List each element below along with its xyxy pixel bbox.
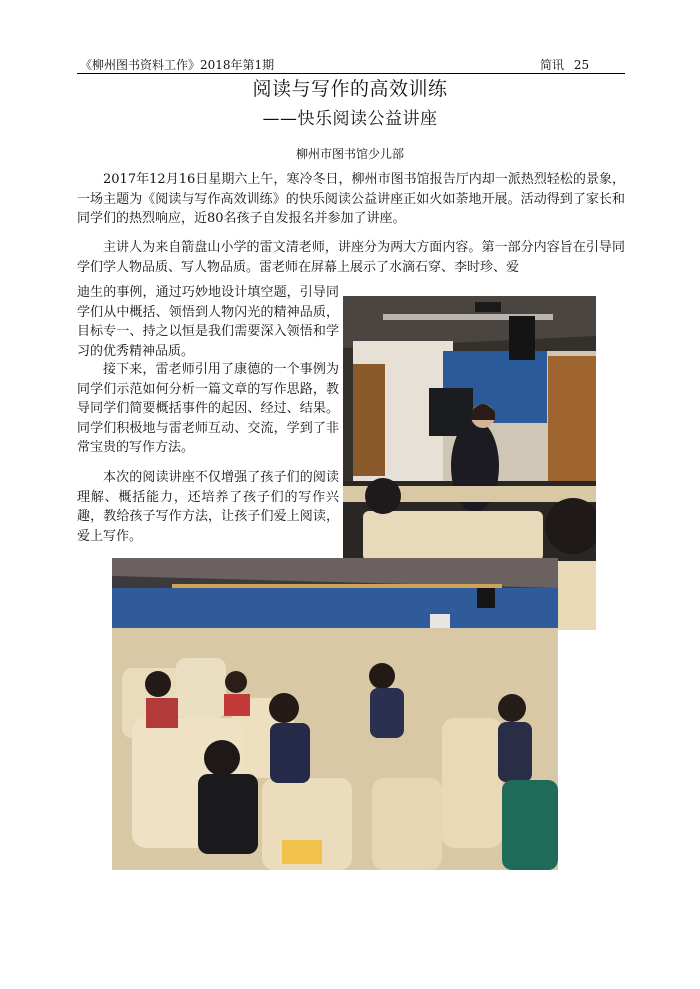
article-title: 阅读与写作的高效训练	[252, 78, 448, 100]
paragraph-conclusion: 本次的阅读讲座不仅增强了孩子们的阅读理解、概括能力，还培养了孩子们的写作兴趣，教给孩子写作方法，让孩子们爱上阅读，爱上写作。	[77, 470, 339, 544]
article-byline: 柳州市图书馆少儿部	[295, 147, 404, 161]
paragraph-second-part: 接下来，雷老师引用了康德的一个事例为同学们示范如何分析一篇文章的写作思路，教导同学们简要概括事件的起因、经过、结果。同学们积极地与雷老师互动、交流，学到了非常宝贵的写作方法。	[77, 362, 339, 455]
article-subtitle: ——快乐阅读公益讲座	[262, 109, 438, 129]
children-audience-photo	[112, 558, 558, 870]
journal-header: 《柳州图书资料工作》2018年第1期	[80, 58, 275, 72]
section-page-number: 简讯 25	[540, 58, 590, 72]
paragraph-speaker-continued: 迪生的事例，通过巧妙地设计填空题，引导同学们从中概括、领悟到人物闪光的精神品质，目标专一、持之以恒是我们需要深入领悟和学习的优秀精神品质。	[77, 285, 339, 359]
paragraph-speaker: 主讲人为来自箭盘山小学的雷文清老师，讲座分为两大方面内容。第一部分内容旨在引导同学们学人物品质、写人物品质。雷老师在屏幕上展示了水滴石穿、李时珍、爱	[77, 240, 625, 275]
paragraph-intro: 2017年12月16日星期六上午，寒冷冬日，柳州市图书馆报告厅内却一派热烈轻松的景象，一场主题为《阅读与写作高效训练》的快乐阅读公益讲座正如火如荼地开展。活动得到了家长和同学们的热烈响应，近80名孩子自发报名并参加了讲座。	[77, 172, 625, 226]
